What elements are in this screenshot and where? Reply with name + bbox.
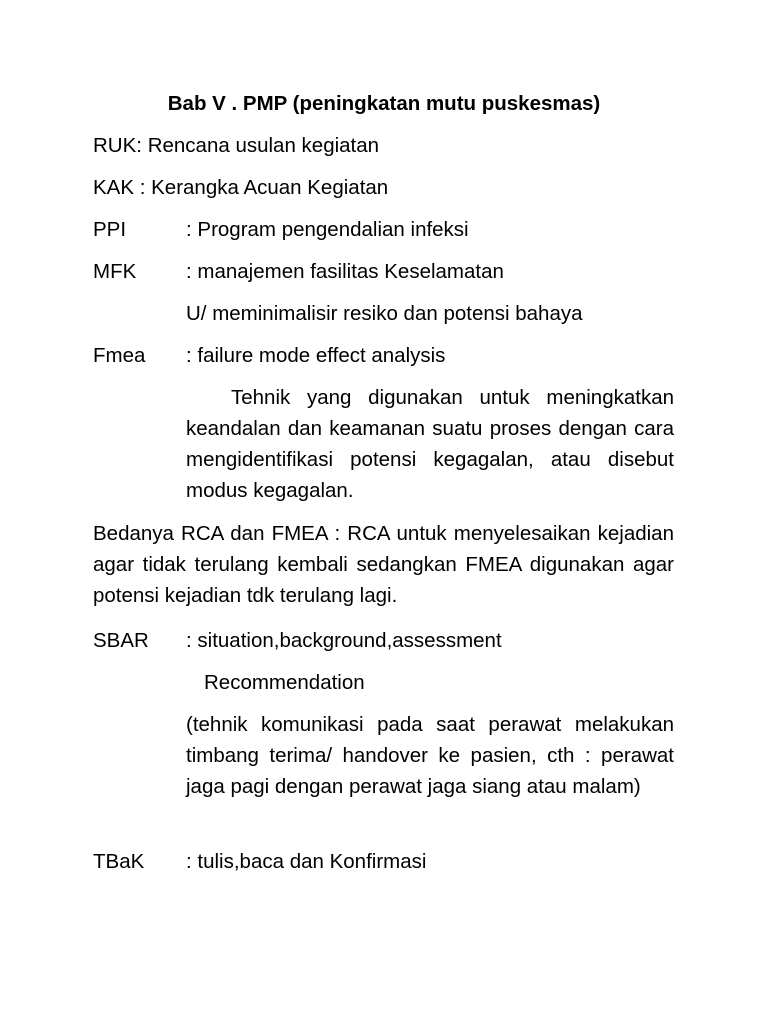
entry-ppi (93, 214, 674, 245)
definition-tbak: : tulis,baca dan Konfirmasi (186, 850, 427, 873)
term-mfk: MFK (93, 260, 137, 283)
term-ppi: PPI (93, 218, 127, 241)
definition-ruk: : Rencana usulan kegiatan (136, 134, 380, 157)
definition-kak: : Kerangka Acuan Kegiatan (134, 176, 389, 199)
definition-sbar-continued: Recommendation (204, 671, 365, 694)
definition-fmea: : failure mode effect analysis (186, 344, 446, 367)
entry-sbar (93, 625, 674, 656)
term-kak: KAK (93, 176, 135, 199)
entry-ruk (93, 130, 674, 161)
page-title: Bab V . PMP (peningkatan mutu puskesmas) (167, 92, 601, 115)
definition-sbar: : situation,background,assessment (186, 629, 502, 652)
term-sbar: SBAR (93, 629, 149, 652)
term-fmea: Fmea (93, 344, 146, 367)
note-fmea: Tehnik yang digunakan untuk meningkatkan keandalan dan keamanan suatu proses dengan cara mengidentifikasi potensi kegagalan, atau disebut modus kegagalan. (186, 386, 674, 502)
note-mfk: U/ meminimalisir resiko dan potensi bahaya (186, 302, 583, 325)
entry-tbak (93, 846, 674, 877)
definition-mfk: : manajemen fasilitas Keselamatan (186, 260, 504, 283)
paragraph-bedanya: Bedanya RCA dan FMEA : RCA untuk menyelesaikan kejadian agar tidak terulang kembali sedangkan FMEA digunakan agar potensi kejadian tdk terulang lagi. (93, 522, 674, 607)
entry-kak (93, 172, 674, 203)
note-sbar: (tehnik komunikasi pada saat perawat melakukan timbang terima/ handover ke pasien, cth : perawat jaga pagi dengan perawat jaga siang atau malam) (186, 713, 674, 798)
term-tbak: TBaK (93, 850, 145, 873)
definition-ppi: : Program pengendalian infeksi (186, 218, 469, 241)
entry-fmea (93, 340, 674, 371)
term-ruk: RUK (93, 134, 137, 157)
entry-mfk (93, 256, 674, 287)
